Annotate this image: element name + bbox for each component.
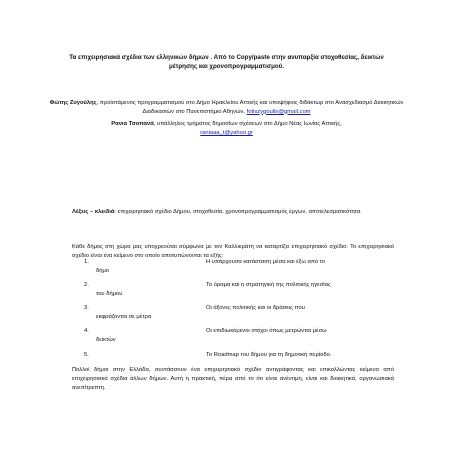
list-item-number: 1. (84, 259, 89, 265)
list-item-text: Οι άξονες πολιτικής και οι δράσεις που (206, 305, 305, 311)
list-item-text: Οι επιδιωκόμενοι στόχοι όπως μετρώνται μέσω (206, 328, 327, 334)
list-item-text: Το Roadmap του δήμου για τη δημοτική περίοδο. (206, 352, 332, 358)
list-item-number: 4. (84, 328, 89, 334)
author-role: , προϊστάμενος προγραμματισμού στο Δήμο Ηρακλείου Αττικής και υποψήφιος διδάκτωρ στο Ανασχεδιασμό Διοικητικών Διαδικασιών στο Πανεπιστήμιο Αθηνών, (96, 100, 404, 115)
keywords-label: Λέξεις – κλειδιά (72, 209, 115, 215)
list-item-continuation: δήμο (96, 268, 110, 274)
list-item-number: 5. (84, 352, 89, 358)
author-2 (46, 120, 407, 137)
list-item-continuation: του δήμου (96, 291, 123, 297)
author-email-link[interactable]: raniaaa_t@yahoo.gr (200, 129, 253, 136)
author-role: , υπάλληλος τμήματος δημοσίων σχέσεων στο Δήμο Νέας Ιωνίας Αττικής, (153, 121, 342, 128)
keywords-text: : επιχειρησιακό σχέδιο Δήμου, στοχοθεσία, χρονοπρογραμματισμός έργων, αποτελεσματικότητα. (114, 209, 362, 215)
author-name: Φώτης Ζυγούλης (49, 100, 97, 106)
author-email-link[interactable]: fotiszygoulis@gmail.com (246, 108, 311, 115)
author-1 (46, 99, 407, 116)
document-title: Τα επιχειρησιακά σχέδια των ελληνικών δήμων . Από το Copy/paste στην ανυπαρξία στοχοθεσίας, δεικτών μέτρησης και χρονοπρογραμματισμού. (69, 54, 384, 70)
author-name: Ρανια Τσοπανά (111, 121, 154, 128)
authors-block (46, 99, 407, 137)
list-item-continuation: εκφράζονται σε μέτρα (96, 314, 152, 320)
list-item-text: Το όραμα και η στρατηγική της πολιτικής ηγεσίας (206, 282, 331, 288)
list-item-text: Η υπάρχουσα κατάσταση μέσα και έξω από το (206, 259, 326, 265)
intro-paragraph: Κάθε δήμος στη χώρα μας υποχρεούται σύμφωνα με τον Καλλικράτη να καταρτίζει επιχειρησιακό σχέδιο. Το επιχειρησιακό σχέδιο είναι ένα κείμενο στο οποίο αποτυπώνονται τα εξής: (72, 244, 394, 259)
list-item-number: 3. (84, 305, 89, 311)
list-item-continuation: δεικτών (96, 337, 116, 343)
closing-paragraph: Πολλοί δήμοι στην Ελλάδα, συντάσσουν ένα επιχειρησιακό σχέδιο αντιγράφοντας και επικολλώντας κείμενα από επιχειρησιακά σχέδια άλλων δήμων. Αυτή η πρακτική, πέρα από το ότι είναι ανέντιμη, είναι και διοικητικά, οργανωσιακά ανεπίτρεπτη. (72, 367, 394, 391)
list-item-number: 2. (84, 282, 89, 288)
keywords-paragraph (72, 208, 394, 217)
